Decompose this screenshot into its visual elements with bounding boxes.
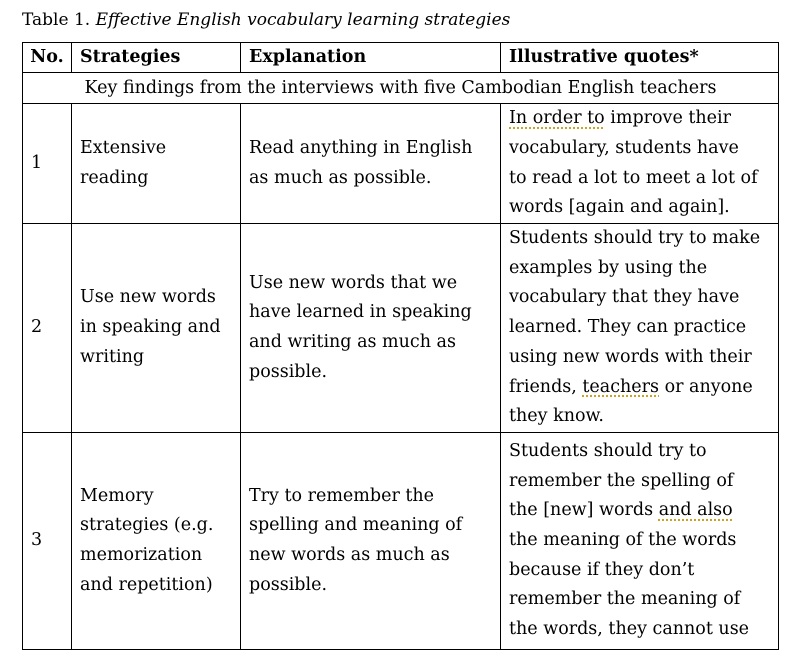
strategy-cell [72, 104, 241, 224]
strategy-line: strategies (e.g. [80, 515, 214, 536]
quote-text: friends, [509, 376, 583, 397]
quote-line: Students should try to make [509, 228, 761, 248]
explanation-line: spelling and meaning of [249, 515, 463, 536]
header-quotes: Illustrative quotes* [501, 43, 779, 73]
explanation-line: as much as possible. [249, 167, 432, 188]
quote-line: vocabulary, students have [509, 137, 739, 158]
quote-line: examples by using the [509, 257, 708, 278]
strategy-line: Use new words [80, 287, 216, 308]
quote-line: vocabulary that they have [509, 287, 740, 308]
quote-line: remember the spelling of [509, 470, 734, 491]
header-explanation: Explanation [241, 43, 501, 73]
quote-line: Students should try to [509, 440, 707, 461]
quote-line: the meaning of the words [509, 530, 737, 551]
spellcheck-underlined-text: In order to [509, 108, 605, 129]
quote-line: learned. They can practice [509, 317, 747, 338]
explanation-cell [241, 224, 501, 433]
spellcheck-underlined-text: and also [658, 500, 733, 521]
quote-text: improve their [604, 108, 731, 129]
strategy-line: Memory [80, 485, 154, 506]
row-number: 1 [23, 104, 72, 224]
quote-cell [501, 104, 779, 224]
strategy-line: memorization [80, 544, 203, 565]
row-number: 3 [23, 432, 72, 649]
quote-text: or anyone [659, 376, 753, 397]
explanation-cell [241, 432, 501, 649]
explanation-line: possible. [249, 574, 328, 595]
quote-line [509, 496, 770, 526]
strategy-line: in speaking and [80, 317, 221, 338]
caption-title: Effective English vocabulary learning strategies [95, 10, 511, 30]
explanation-line: possible. [249, 361, 328, 382]
quote-line: the words, they cannot use [509, 619, 750, 640]
strategies-table [22, 42, 779, 650]
strategy-cell [72, 224, 241, 433]
quote-line: using new words with their [509, 346, 752, 367]
header-no: No. [23, 43, 72, 73]
table-row [23, 224, 779, 433]
table-row [23, 104, 779, 224]
row-number: 2 [23, 224, 72, 433]
table-row [23, 432, 779, 649]
explanation-line: Try to remember the [249, 485, 435, 506]
explanation-line: new words as much as [249, 544, 450, 565]
subheading-row [23, 73, 779, 104]
quote-line: to read a lot to meet a lot of [509, 167, 758, 188]
explanation-cell [241, 104, 501, 224]
strategy-line: Extensive [80, 137, 167, 158]
strategy-line: and repetition) [80, 574, 213, 595]
quote-text: the [new] words [509, 500, 659, 521]
table-caption [22, 7, 510, 33]
quote-cell [501, 432, 779, 649]
strategy-line: reading [80, 167, 149, 188]
quote-line: they know. [509, 406, 604, 427]
quote-line: remember the meaning of [509, 589, 741, 610]
subheading-cell: Key findings from the interviews with five Cambodian English teachers [23, 73, 779, 104]
strategy-cell [72, 432, 241, 649]
header-row [23, 43, 779, 73]
caption-label: Table 1. [22, 10, 91, 30]
explanation-line: Read anything in English [249, 137, 473, 158]
spellcheck-underlined-text: teachers [582, 376, 659, 397]
explanation-line: have learned in speaking [249, 302, 472, 323]
explanation-line: Use new words that we [249, 272, 458, 293]
quote-line [509, 104, 770, 134]
quote-line: because if they don’t [509, 559, 695, 580]
strategy-line: writing [80, 346, 145, 367]
quote-cell [501, 224, 779, 433]
quote-line: words [again and again]. [509, 197, 730, 218]
explanation-line: and writing as much as [249, 331, 456, 352]
quote-line [509, 373, 770, 403]
header-strategies: Strategies [72, 43, 241, 73]
